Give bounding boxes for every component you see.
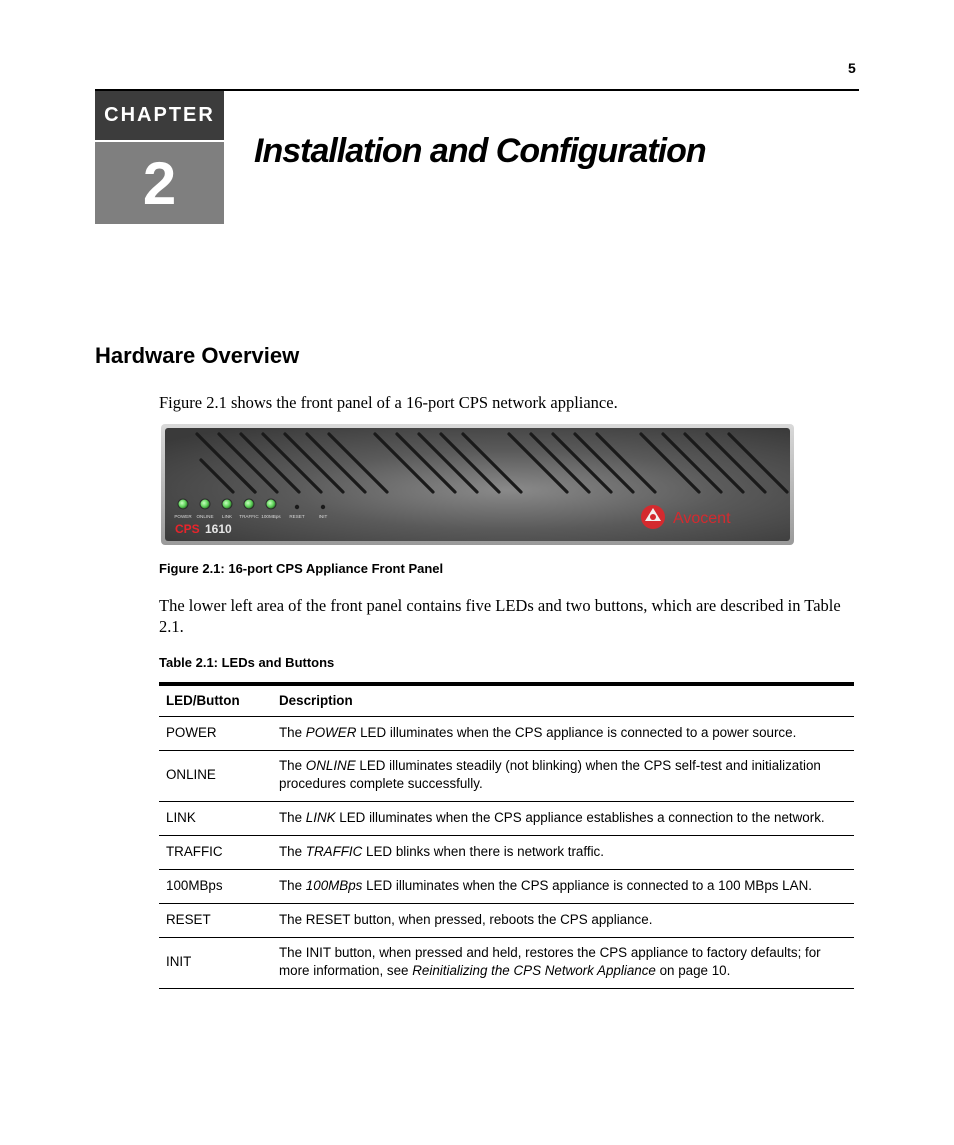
- led-label: ONLINE: [196, 514, 214, 519]
- description-text: The: [279, 725, 306, 740]
- table-caption: Table 2.1: LEDs and Buttons: [159, 655, 335, 670]
- description-text: LED illuminates when the CPS appliance establishes a connection to the network.: [335, 810, 825, 825]
- status-led: [178, 499, 188, 509]
- led-button-description: [272, 938, 854, 989]
- button-label: INIT: [318, 514, 328, 519]
- chapter-label: CHAPTER: [95, 91, 224, 140]
- status-led: [244, 499, 254, 509]
- led-button-name: ONLINE: [159, 751, 272, 802]
- led-button-name: LINK: [159, 802, 272, 836]
- page-number: 5: [848, 60, 856, 76]
- led-button-name: TRAFFIC: [159, 836, 272, 870]
- led-button-description: [272, 802, 854, 836]
- front-panel-image: [161, 424, 794, 545]
- header-description: Description: [272, 684, 854, 717]
- description-emphasis: 100MBps: [305, 878, 363, 893]
- pinhole-button: [321, 505, 325, 509]
- table-row: [159, 717, 854, 751]
- led-button-description: [272, 751, 854, 802]
- description-emphasis: POWER: [305, 725, 357, 740]
- led-button-description: [272, 870, 854, 904]
- description-text: LED illuminates when the CPS appliance is connected to a power source.: [356, 725, 797, 740]
- status-led: [266, 499, 276, 509]
- description-text: The: [279, 810, 306, 825]
- led-button-name: 100MBps: [159, 870, 272, 904]
- description-text: LED illuminates steadily (not blinking) when the CPS self-test and initialization procedures complete successfully.: [279, 758, 821, 791]
- button-label: RESET: [289, 514, 305, 519]
- description-text: The RESET button, when pressed, reboots the CPS appliance.: [279, 912, 653, 927]
- table-row: [159, 751, 854, 802]
- chapter-title: Installation and Configuration: [254, 132, 706, 170]
- status-led: [200, 499, 210, 509]
- brand-name: Avocent: [673, 510, 731, 527]
- led-button-description: [272, 836, 854, 870]
- led-label: TRAFFIC: [239, 514, 259, 519]
- led-button-description: [272, 717, 854, 751]
- leds-buttons-table: [159, 682, 854, 989]
- led-label: LINK: [221, 514, 233, 519]
- description-text: The: [279, 758, 306, 773]
- led-button-name: POWER: [159, 717, 272, 751]
- description-text: on page 10.: [655, 963, 731, 978]
- table-header-row: [159, 684, 854, 717]
- led-button-name: RESET: [159, 904, 272, 938]
- table-row: [159, 938, 854, 989]
- description-text: The: [279, 844, 306, 859]
- led-button-name: INIT: [159, 938, 272, 989]
- status-led: [222, 499, 232, 509]
- table-row: [159, 904, 854, 938]
- header-led-button: LED/Button: [159, 684, 272, 717]
- table-row: [159, 836, 854, 870]
- intro-paragraph: Figure 2.1 shows the front panel of a 16-port CPS network appliance.: [159, 393, 618, 412]
- body-paragraph: The lower left area of the front panel contains five LEDs and two buttons, which are described in Table 2.1.: [159, 596, 841, 636]
- led-button-description: [272, 904, 854, 938]
- model-number: 1610: [205, 522, 232, 536]
- chapter-number: 2: [95, 142, 224, 224]
- pinhole-button: [295, 505, 299, 509]
- avocent-logo: [641, 505, 665, 529]
- description-emphasis: Reinitializing the CPS Network Appliance: [412, 963, 656, 978]
- model-prefix: CPS: [175, 522, 200, 536]
- led-label: 100MBps: [261, 514, 281, 519]
- section-heading: Hardware Overview: [95, 343, 300, 368]
- description-text: The INIT button, when pressed and held, restores the CPS appliance to factory defaults; for more information, see: [279, 945, 821, 978]
- description-emphasis: ONLINE: [305, 758, 356, 773]
- description-emphasis: LINK: [305, 810, 336, 825]
- description-text: The: [279, 878, 306, 893]
- table-row: [159, 802, 854, 836]
- description-text: LED blinks when there is network traffic.: [362, 844, 604, 859]
- figure-caption: Figure 2.1: 16-port CPS Appliance Front Panel: [159, 561, 444, 576]
- description-text: LED illuminates when the CPS appliance is connected to a 100 MBps LAN.: [362, 878, 812, 893]
- led-label: POWER: [174, 514, 192, 519]
- table-row: [159, 870, 854, 904]
- description-emphasis: TRAFFIC: [305, 844, 363, 859]
- front-panel-figure: [161, 424, 794, 550]
